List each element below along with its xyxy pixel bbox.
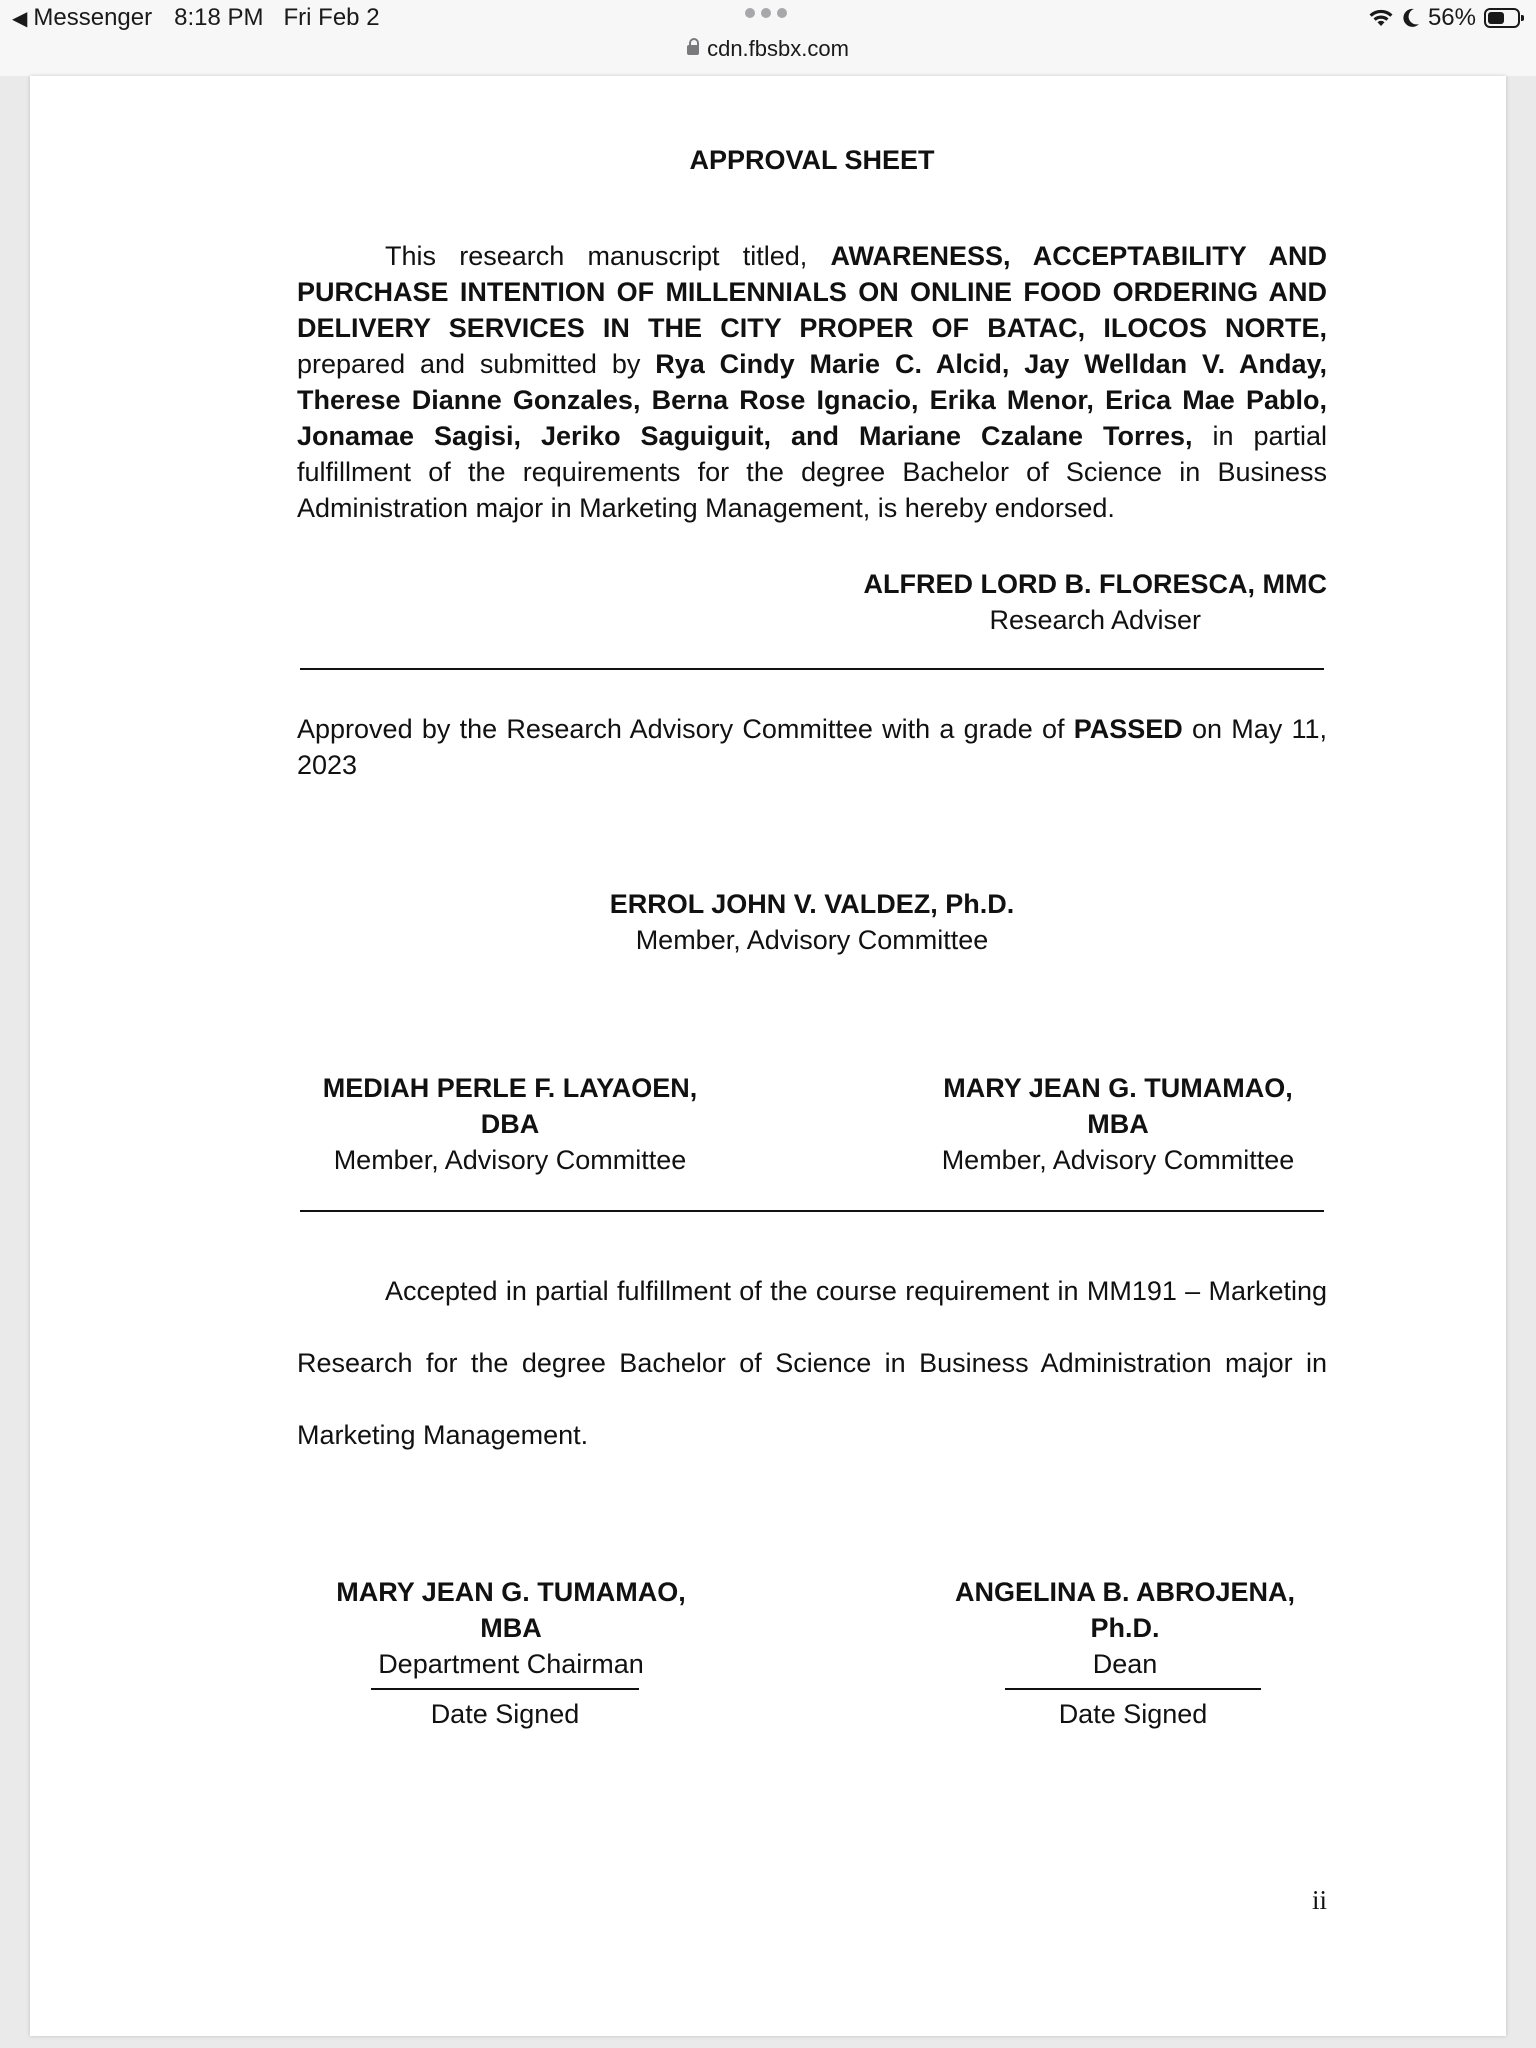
member-role: Member, Advisory Committee: [941, 1145, 1295, 1175]
address-bar[interactable]: [0, 36, 1536, 62]
dean-name: ANGELINA B. ABROJENA, Ph.D.: [954, 1577, 1296, 1643]
dot: [777, 8, 787, 18]
intro-text-3: in partial fulfillment of the requirements for the degree Bachelor of Science in Business Administration major in Marketing Management, is hereby endorsed.: [297, 421, 1327, 523]
dean-role: Dean: [1092, 1649, 1158, 1679]
approval-statement: [297, 711, 1327, 783]
status-bar: [0, 0, 1536, 77]
more-dots-icon[interactable]: [745, 8, 787, 18]
intro-text-2: prepared and submitted by: [297, 349, 656, 379]
back-arrow-icon[interactable]: ◀: [12, 7, 28, 30]
date-signed-label: Date Signed: [1058, 1699, 1208, 1729]
author-list: Rya Cindy Marie C. Alcid, Jay Welldan V. Anday, Therese Dianne Gonzales, Berna Rose Ignacio, Erika Menor, Erica Mae Pablo, Jonamae Sagisi, Jeriko Saguiguit, and Mariane Czalane Torres,: [297, 349, 1327, 451]
endorsement-paragraph: [297, 238, 1327, 526]
divider-line: [300, 668, 1324, 670]
member-name: MEDIAH PERLE F. LAYAOEN, DBA: [322, 1073, 698, 1139]
chairman-signature-block: [311, 1574, 711, 1682]
date-signed-field: [371, 1688, 639, 1732]
dot: [745, 8, 755, 18]
divider-line: [300, 1210, 1324, 1212]
lock-icon: [687, 45, 699, 55]
member-name: ERROL JOHN V. VALDEZ, Ph.D.: [609, 889, 1015, 919]
adviser-name: ALFRED LORD B. FLORESCA, MMC: [863, 569, 1327, 599]
status-right: [1368, 4, 1520, 32]
committee-member-block: [913, 1070, 1323, 1178]
grade-value: PASSED: [1073, 714, 1183, 744]
moon-icon: [1402, 8, 1420, 28]
date-signed-field: [1005, 1688, 1261, 1732]
clock-time: 8:18 PM: [174, 4, 264, 31]
intro-text: This research manuscript titled,: [385, 241, 831, 271]
battery-icon: [1484, 8, 1520, 28]
clock-date: Fri Feb 2: [283, 4, 380, 31]
committee-member-block: [297, 886, 1327, 958]
dot: [761, 8, 771, 18]
member-name: MARY JEAN G. TUMAMAO, MBA: [943, 1073, 1293, 1139]
signature-line: [1005, 1688, 1261, 1690]
manuscript-title: AWARENESS, ACCEPTABILITY AND PURCHASE INTENTION OF MILLENNIALS ON ONLINE FOOD ORDERING AND DELIVERY SERVICES IN THE CITY PROPER OF BATAC, ILOCOS NORTE,: [297, 241, 1327, 343]
signature-line: [371, 1688, 639, 1690]
member-role: Member, Advisory Committee: [333, 1145, 687, 1175]
acceptance-paragraph: Accepted in partial fulfillment of the course requirement in MM191 – Marketing Research for the degree Bachelor of Science in Business Administration major in Marketing Management.: [297, 1276, 1327, 1450]
adviser-signature-block: [864, 566, 1327, 638]
battery-cap: [1521, 15, 1524, 21]
page-number: ii: [1311, 1885, 1327, 1915]
url-text: cdn.fbsbx.com: [707, 36, 849, 61]
member-role: Member, Advisory Committee: [635, 925, 989, 955]
chairman-role: Department Chairman: [378, 1649, 644, 1679]
battery-fill: [1488, 12, 1504, 24]
wifi-icon: [1368, 8, 1394, 28]
adviser-role: Research Adviser: [989, 605, 1202, 635]
status-left: [12, 4, 380, 32]
back-to-app-label[interactable]: Messenger: [33, 4, 153, 31]
dean-signature-block: [925, 1574, 1325, 1682]
committee-member-block: [305, 1070, 715, 1178]
battery-percent: 56%: [1427, 4, 1476, 31]
date-signed-label: Date Signed: [430, 1699, 580, 1729]
approval-date-text: on May 11, 2023: [297, 714, 1328, 780]
page-title: APPROVAL SHEET: [689, 145, 935, 175]
approval-text: Approved by the Research Advisory Committee with a grade of: [297, 714, 1074, 744]
chairman-name: MARY JEAN G. TUMAMAO, MBA: [336, 1577, 686, 1643]
